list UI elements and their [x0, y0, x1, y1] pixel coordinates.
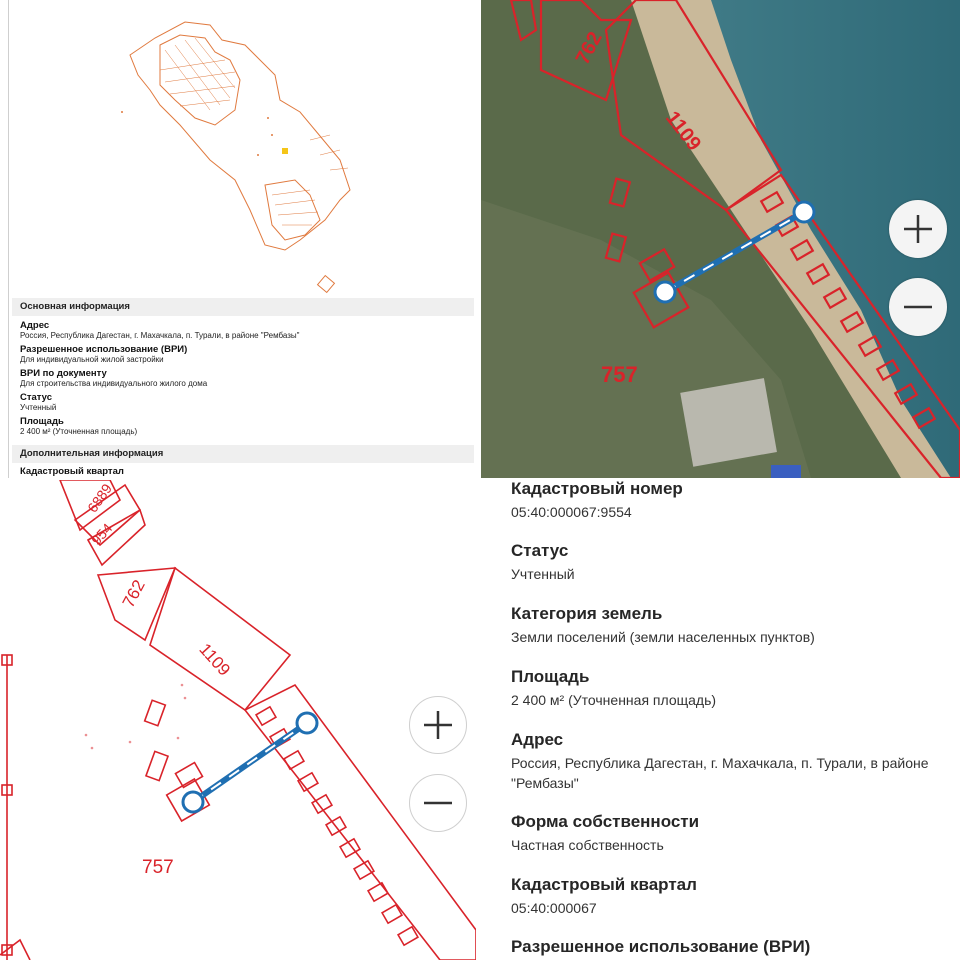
scheme-zoom-in-button[interactable] — [409, 696, 467, 754]
field-ownership: Форма собственности Частная собственность — [511, 812, 700, 853]
scheme-parcel-lines — [0, 480, 476, 960]
cadastral-scheme-map[interactable] — [0, 480, 476, 960]
concrete-area — [680, 378, 777, 467]
zoom-in-button[interactable] — [889, 200, 947, 258]
plus-icon — [901, 212, 935, 246]
document-panel — [0, 0, 478, 478]
info-area: Площадь 2 400 м² (Уточненная площадь) — [20, 416, 138, 436]
selected-parcel-marker — [282, 148, 288, 154]
scheme-label-954: 954 — [87, 519, 116, 549]
info-permitted-use: Разрешенное использование (ВРИ) Для индивидуальной жилой застройки — [20, 344, 188, 364]
satellite-canvas — [481, 0, 960, 478]
divider — [8, 0, 9, 478]
scheme-zoom-out-button[interactable] — [409, 774, 467, 832]
minus-icon — [421, 786, 455, 820]
parcel-label-757: 757 — [601, 362, 638, 387]
info-use-by-document: ВРИ по документу Для строительства индивидуального жилого дома — [20, 368, 208, 388]
plus-icon — [421, 708, 455, 742]
quarter-outline — [130, 22, 350, 250]
scheme-label-757: 757 — [142, 857, 174, 878]
parcel-details-panel — [478, 480, 960, 960]
info-status: Статус Учтенный — [20, 392, 57, 412]
parcel-label-762: 762 — [571, 28, 607, 69]
detached-parcel — [318, 276, 335, 293]
cadastral-quarter-label: Кадастровый квартал — [20, 466, 124, 477]
minus-icon — [901, 290, 935, 324]
zoom-out-button[interactable] — [889, 278, 947, 336]
measure-start-handle — [655, 282, 675, 302]
info-address: Адрес Россия, Республика Дагестан, г. Махачкала, п. Турали, в районе "Рембазы" — [20, 320, 300, 340]
scheme-label-6889: 6889 — [84, 480, 116, 516]
scheme-canvas — [0, 480, 476, 960]
main-info-list — [20, 320, 470, 440]
extra-info-header: Дополнительная информация — [12, 445, 474, 463]
field-land-category: Категория земель Земли поселений (земли населенных пунктов) — [511, 604, 815, 645]
scheme-label-1109: 1109 — [195, 639, 234, 680]
scheme-measure-end-handle — [297, 713, 317, 733]
main-info-header: Основная информация — [12, 298, 474, 316]
field-address: Адрес Россия, Республика Дагестан, г. Махачкала, п. Турали, в районе "Рембазы" — [511, 730, 929, 791]
field-permitted-use: Разрешенное использование (ВРИ) — [511, 937, 811, 956]
field-area: Площадь 2 400 м² (Уточненная площадь) — [511, 667, 717, 708]
field-status: Статус Учтенный — [511, 541, 575, 582]
scheme-label-762: 762 — [118, 576, 149, 611]
measure-end-handle — [794, 202, 814, 222]
field-cadastral-number: Кадастровый номер 05:40:000067:9554 — [511, 480, 683, 520]
parcel-label-1109: 1109 — [661, 107, 706, 156]
scheme-measure-start-handle — [183, 792, 203, 812]
overview-map[interactable] — [10, 0, 476, 296]
field-cadastral-quarter: Кадастровый квартал 05:40:000067 — [511, 875, 697, 916]
satellite-map[interactable] — [481, 0, 960, 478]
dense-parcels-block — [160, 35, 240, 125]
